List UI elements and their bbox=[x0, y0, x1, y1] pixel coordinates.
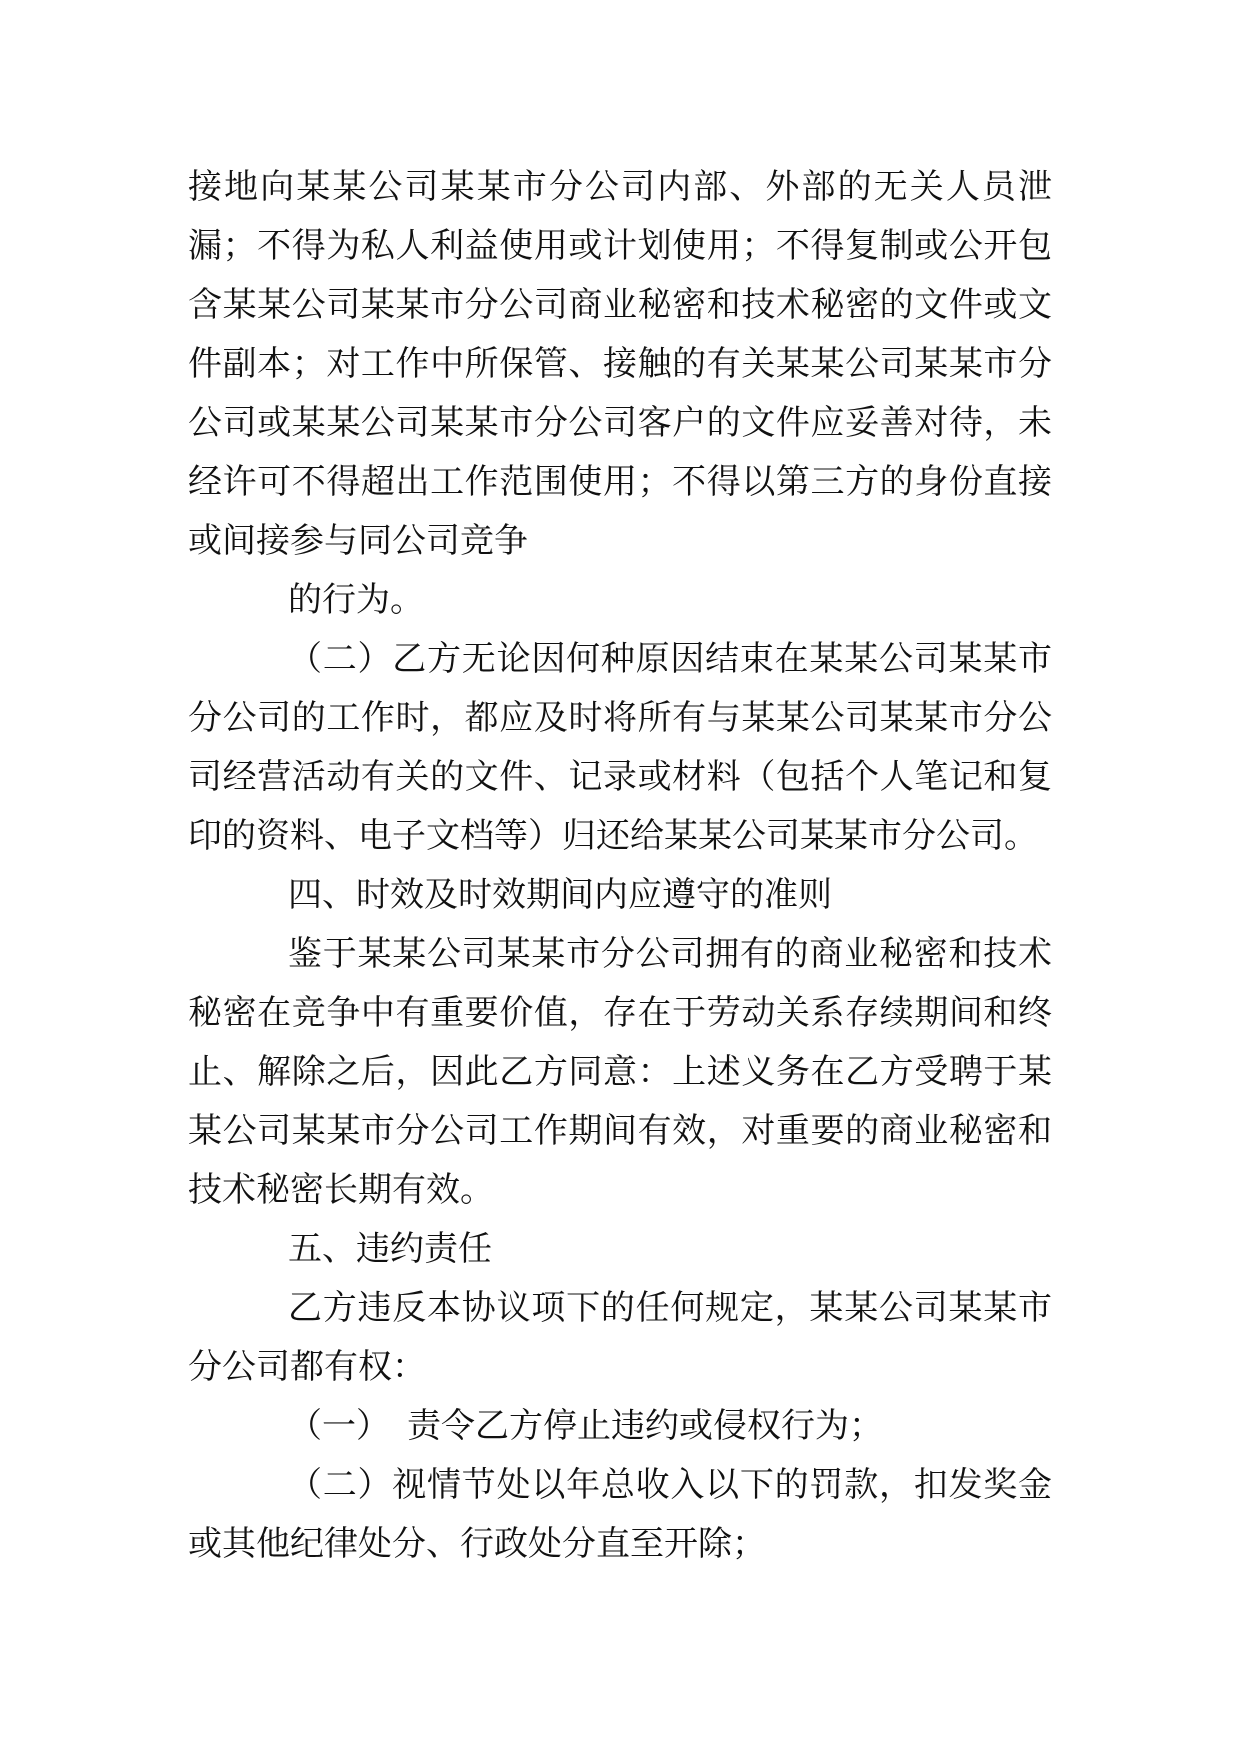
section-heading-liability: 五、违约责任 bbox=[288, 1229, 492, 1269]
section-heading-validity: 四、时效及时效期间内应遵守的准则 bbox=[288, 875, 832, 915]
document-body bbox=[188, 158, 1052, 1574]
paragraph-liability-intro: 乙方违反本协议项下的任何规定，某某公司某某市分公司都有权： bbox=[188, 1288, 1052, 1387]
paragraph-continuation: 的行为。 bbox=[288, 580, 424, 620]
list-item-penalty: （二）视情节处以年总收入以下的罚款，扣发奖金或其他纪律处分、行政处分直至开除； bbox=[188, 1465, 1052, 1564]
paragraph-validity-terms: 鉴于某某公司某某市分公司拥有的商业秘密和技术秘密在竞争中有重要价值，存在于劳动关系存续期间和终止、解除之后，因此乙方同意：上述义务在乙方受聘于某某公司某某市分公司工作期间有效，对重要的商业秘密和技术秘密长期有效。 bbox=[188, 934, 1052, 1210]
paragraph-confidentiality-obligations: 接地向某某公司某某市分公司内部、外部的无关人员泄漏；不得为私人利益使用或计划使用；不得复制或公开包含某某公司某某市分公司商业秘密和技术秘密的文件或文件副本；对工作中所保管、接触的有关某某公司某某市分公司或某某公司某某市分公司客户的文件应妥善对待，未经许可不得超出工作范围使用；不得以第三方的身份直接或间接参与同公司竞争 bbox=[188, 167, 1052, 561]
paragraph-return-materials: （二）乙方无论因何种原因结束在某某公司某某市分公司的工作时，都应及时将所有与某某公司某某市分公司经营活动有关的文件、记录或材料（包括个人笔记和复印的资料、电子文档等）归还给某某公司某某市分公司。 bbox=[188, 639, 1052, 856]
list-item-stop-violation: （一） 责令乙方停止违约或侵权行为； bbox=[288, 1406, 883, 1446]
